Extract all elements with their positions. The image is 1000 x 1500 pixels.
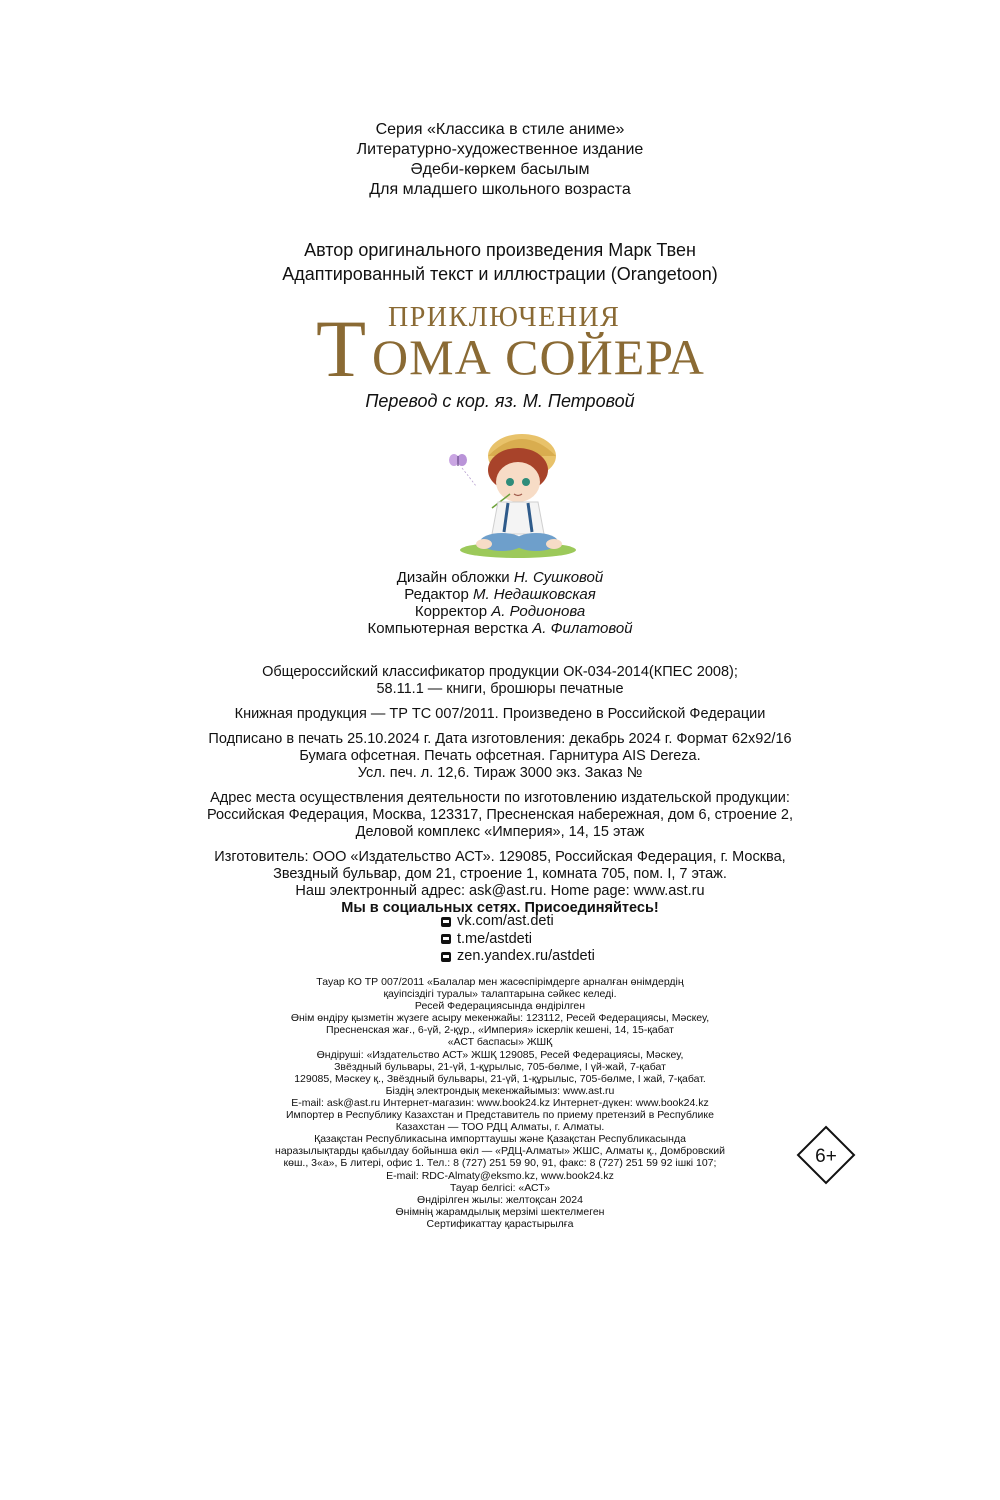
product-line: Книжная продукция — ТР ТС 007/2011. Произведено в Российской Федерации	[234, 706, 766, 722]
imprint-info	[0, 664, 1000, 917]
series-info	[0, 120, 1000, 200]
adaptation-line: Адаптированный текст и иллюстрации (Orangetoon)	[282, 264, 718, 284]
kz-line: E-mail: RDC-Almaty@eksmo.kz, www.book24.kz	[386, 1169, 614, 1182]
series-line: Серия «Классика в стиле аниме»	[375, 121, 625, 138]
kz-line: Өндірілген жылы: желтоқсан 2024	[417, 1193, 583, 1206]
kz-line: E-mail: ask@ast.ru Интернет-магазин: www.book24.kz Интернет-дүкен: www.book24.kz	[291, 1096, 709, 1109]
social-links	[441, 913, 595, 966]
credit-cover-design: Дизайн обложки Н. Сушковой	[396, 569, 604, 586]
kz-line: Пресненская жағ., 6-үй, 2-құр., «Империя» іскерлік кешені, 14, 15-қабат	[326, 1024, 674, 1037]
series-line: Для младшего школьного возраста	[369, 181, 631, 198]
series-line: Литературно-художественное издание	[356, 141, 644, 158]
book-title-logo	[310, 298, 730, 382]
zen-icon	[441, 952, 451, 962]
kz-line: Өндіруші: «Издательство АСТ» ЖШҚ 129085, Ресей Федерациясы, Мәскеу,	[316, 1048, 684, 1061]
kz-line: Тауар белгісі: «АСТ»	[449, 1181, 551, 1194]
author-info	[0, 238, 1000, 286]
kz-line: «АСТ баспасы» ЖШҚ	[447, 1036, 553, 1049]
social-heading: Мы в социальных сетях. Присоединяйтесь!	[341, 900, 659, 916]
social-link-zen[interactable]: zen.yandex.ru/astdeti	[441, 948, 595, 966]
kz-line: Импортер в Республику Казахстан и Представитель по приему претензий в Республике	[286, 1109, 714, 1122]
author-line: Автор оригинального произведения Марк Твен	[304, 240, 696, 260]
kz-line: Звёздный бульвары, 21-үй, 1-құрылыс, 705-бөлме, I үй-жай, 7-қабат	[334, 1060, 666, 1073]
kz-line: 129085, Мәскеу қ., Звёздный бульвары, 21-үй, 1-құрылыс, 705-бөлме, I жай, 7-қабат.	[294, 1072, 706, 1085]
title-capital: Т	[316, 303, 367, 382]
print-line: Бумага офсетная. Печать офсетная. Гарнитура AIS Dereza.	[299, 748, 701, 764]
print-line: Подписано в печать 25.10.2024 г. Дата изготовления: декабрь 2024 г. Формат 62х92/16	[208, 731, 792, 747]
tom-sawyer-illustration	[440, 426, 590, 561]
print-line: Усл. печ. л. 12,6. Тираж 3000 экз. Заказ №	[357, 765, 643, 781]
social-link-vk[interactable]: vk.com/ast.deti	[441, 913, 595, 931]
address-line: Деловой комплекс «Империя», 14, 15 этаж	[355, 824, 645, 840]
butterfly-icon	[449, 454, 467, 466]
kz-line: Біздің электрондық мекенжайымыз: www.ast.ru	[385, 1084, 615, 1097]
kz-line: Өнімнің жарамдылық мерзімі шектелмеген	[395, 1205, 605, 1218]
kz-line: Тауар КО ТР 007/2011 «Балалар мен жасөспірімдерге арналған өнімдердің	[316, 976, 684, 988]
kz-line: Казахстан — ТОО РДЦ Алматы, г. Алматы.	[395, 1121, 605, 1134]
social-link-telegram[interactable]: t.me/astdeti	[441, 931, 595, 949]
manufacturer-line: Наш электронный адрес: ask@ast.ru. Home page: www.ast.ru	[295, 883, 705, 899]
manufacturer-line: Изготовитель: ООО «Издательство АСТ». 129085, Российская Федерация, г. Москва,	[214, 849, 786, 865]
manufacturer-line: Звездный бульвар, дом 21, строение 1, комната 705, пом. I, 7 этаж.	[273, 866, 727, 882]
telegram-icon	[441, 934, 451, 944]
kz-line: наразылықтарды қабылдау бойынша өкіл — «РДЦ-Алматы» ЖШС, Алматы қ., Домбровский	[275, 1145, 725, 1158]
classifier-line: 58.11.1 — книги, брошюры печатные	[376, 681, 624, 697]
kz-line: Өнім өндіру қызметін жүзеге асыру мекенжайы: 123112, Ресей Федерациясы, Мәскеу,	[290, 1012, 710, 1025]
classifier-line: Общероссийский классификатор продукции ОК-034-2014(КПЕС 2008);	[262, 664, 738, 680]
series-line: Әдеби-көркем басылым	[410, 161, 590, 178]
kz-line: Ресей Федерациясында өндірілген	[414, 1000, 586, 1013]
address-line: Адрес места осуществления деятельности по изготовлению издательской продукции:	[210, 790, 790, 806]
title-main: ОМА СОЙЕРА	[372, 329, 705, 382]
credits	[0, 569, 1000, 637]
address-line: Российская Федерация, Москва, 123317, Пресненская набережная, дом 6, строение 2,	[206, 807, 794, 823]
credit-proofreader: Корректор А. Родионова	[414, 603, 586, 620]
age-rating-badge	[796, 1125, 856, 1185]
vk-icon	[441, 917, 451, 927]
kz-line: қауіпсіздігі туралы» талаптарына сәйкес келеді.	[383, 988, 617, 1001]
kz-line: көш., 3«а», Б литері, офис 1. Тел.: 8 (727) 251 59 90, 91, факс: 8 (727) 251 59 92 ішкі 107;	[283, 1157, 717, 1170]
credit-layout: Компьютерная верстка А. Филатовой	[367, 620, 633, 637]
title-small: ПРИКЛЮЧЕНИЯ	[388, 302, 621, 333]
age-rating-text: 6+	[815, 1146, 837, 1167]
kz-line: Сертификаттау қарастырылға	[426, 1217, 574, 1230]
kazakh-imprint	[0, 976, 1000, 1230]
translation-credit: Перевод с кор. яз. М. Петровой	[365, 391, 635, 411]
kz-line: Қазақстан Республикасына импорттаушы және Қазақстан Республикасында	[314, 1133, 686, 1146]
credit-editor: Редактор М. Недашковская	[404, 586, 596, 603]
